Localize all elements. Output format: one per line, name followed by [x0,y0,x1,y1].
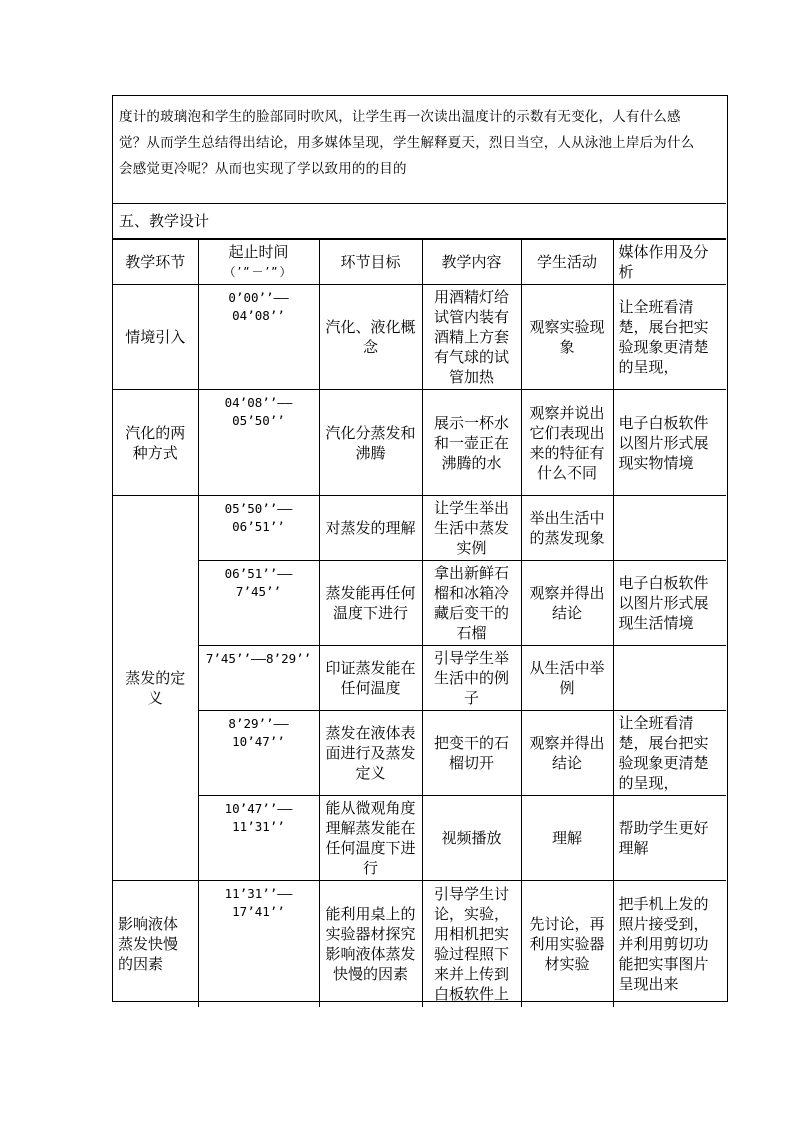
activity-cell: 观察并说出它们表现出来的特征有什么不同 [521,390,613,496]
time-cell: 06’51’’——7’45’’ [198,561,319,646]
time-cell: 05’50’’——06’51’’ [198,496,319,561]
goal-cell: 汽化分蒸发和沸腾 [319,390,422,496]
intro-paragraph [113,96,726,204]
activity-cell: 观察并得出结论 [521,561,613,646]
table-header-row [113,240,726,285]
intro-line: 觉？从而学生总结得出结论，用多媒体呈现，学生解释夏天，烈日当空，人从泳池上岸后为什么 [119,135,695,151]
media-cell: 电子白板软件以图片形式展现实物情境 [613,390,726,496]
header-goal: 环节目标 [319,240,422,285]
content-cell: 拿出新鲜石榴和冰箱冷藏后变干的石榴 [422,561,521,646]
teaching-design-table [113,239,726,1007]
media-cell: 让全班看清楚，展台把实验现象更清楚的呈现， [613,285,726,390]
table-row [113,390,726,496]
media-cell: 帮助学生更好理解 [613,796,726,881]
time-cell: 7’45’’——8’29’’ [198,646,319,711]
header-media: 媒体作用及分析 [613,240,726,285]
time-cell: 0’00’’——04’08’’ [198,285,319,390]
time-cell: 04’08’’——05’50’’ [198,390,319,496]
segment-cell: 情境引入 [113,285,198,390]
table-row [113,496,726,561]
segment-cell: 影响液体蒸发快慢的因素 [113,881,198,1007]
activity-cell: 举出生活中的蒸发现象 [521,496,613,561]
time-cell: 11’31’’——17’41’’ [198,881,319,1007]
goal-cell: 能从微观角度理解蒸发能在任何温度下进行 [319,796,422,881]
segment-cell: 蒸发的定义 [113,496,198,881]
table-row [113,711,726,796]
table-row [113,561,726,646]
content-cell: 引导学生讨论，实验，用相机把实验过程照下来并上传到白板软件上 [422,881,521,1007]
table-row [113,285,726,390]
table-row [113,646,726,711]
section-title: 五、教学设计 [113,204,726,239]
goal-cell: 蒸发能再任何温度下进行 [319,561,422,646]
time-cell: 8’29’’——10’47’’ [198,711,319,796]
content-cell: 引导学生举生活中的例子 [422,646,521,711]
activity-cell: 理解 [521,796,613,881]
content-cell: 用酒精灯给试管内装有酒精上方套有气球的试管加热 [422,285,521,390]
content-cell: 把变干的石榴切开 [422,711,521,796]
content-cell: 视频播放 [422,796,521,881]
header-activity: 学生活动 [521,240,613,285]
goal-cell: 印证蒸发能在任何温度 [319,646,422,711]
header-time [198,240,319,285]
activity-cell: 从生活中举例 [521,646,613,711]
activity-cell: 观察并得出结论 [521,711,613,796]
segment-cell: 汽化的两种方式 [113,390,198,496]
header-time-unit: （’”－’”） [223,265,294,279]
media-cell [613,496,726,561]
table-row [113,796,726,881]
intro-line: 会感觉更冷呢？从而也实现了学以致用的的目的 [119,161,407,177]
media-cell: 让全班看清楚，展台把实验现象更清楚的呈现， [613,711,726,796]
lesson-plan-document [112,95,728,1002]
intro-line: 度计的玻璃泡和学生的脸部同时吹风，让学生再一次读出温度计的示数有无变化，人有什么感 [119,109,681,125]
content-cell: 展示一杯水和一壶正在沸腾的水 [422,390,521,496]
header-segment: 教学环节 [113,240,198,285]
table-row [113,881,726,1007]
time-cell: 10’47’’——11’31’’ [198,796,319,881]
goal-cell: 蒸发在液体表面进行及蒸发定义 [319,711,422,796]
header-content: 教学内容 [422,240,521,285]
activity-cell: 先讨论，再利用实验器材实验 [521,881,613,1007]
goal-cell: 能利用桌上的实验器材探究影响液体蒸发快慢的因素 [319,881,422,1007]
goal-cell: 对蒸发的理解 [319,496,422,561]
media-cell: 电子白板软件以图片形式展现生活情境 [613,561,726,646]
goal-cell: 汽化、液化概念 [319,285,422,390]
content-cell: 让学生举出生活中蒸发实例 [422,496,521,561]
media-cell: 把手机上发的照片接受到，并利用剪切功能把实事图片呈现出来 [613,881,726,1007]
media-cell [613,646,726,711]
header-time-label: 起止时间 [228,243,289,261]
activity-cell: 观察实验现象 [521,285,613,390]
